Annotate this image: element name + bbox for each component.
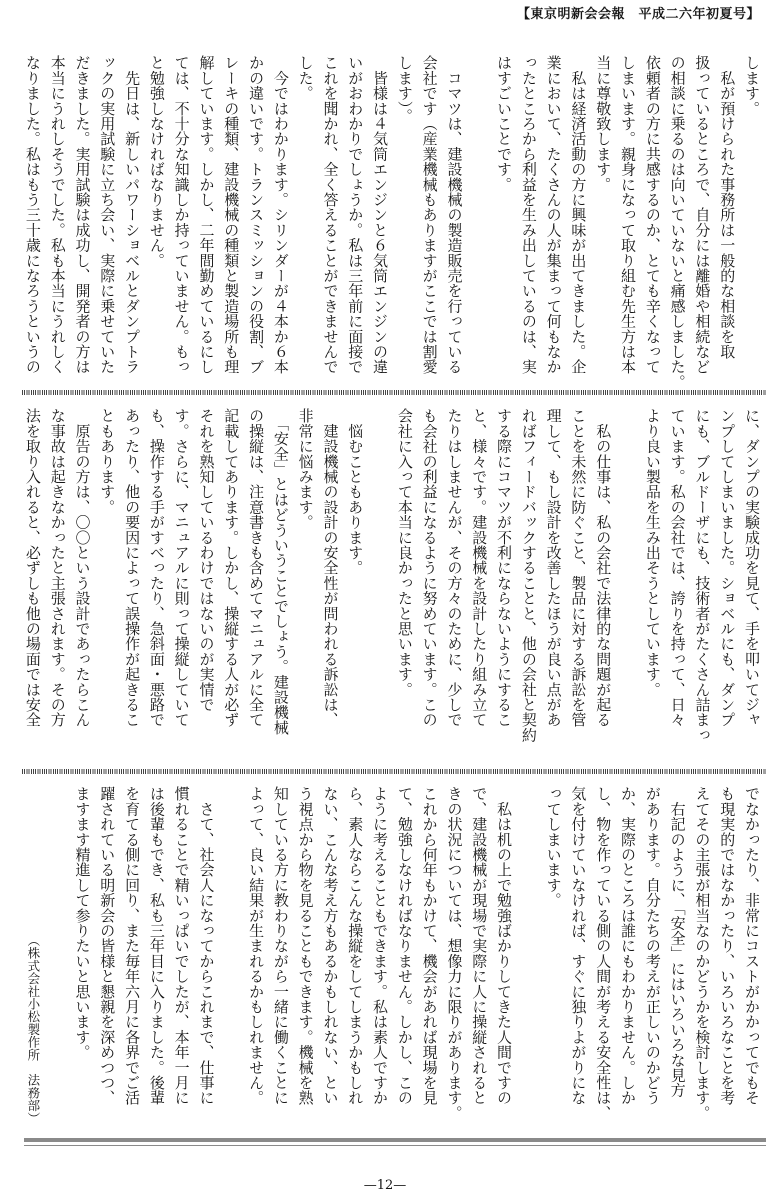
section-divider [22,769,766,774]
text-line: 解しています。しかし、二年間勤めているにし [197,55,216,375]
text-line: に、ダンプの実験成功を見て、手を叩いてジャ [743,408,761,728]
text-line: にも、ブルドーザにも、技術者がたくさん詰まっ [693,408,712,743]
text-line: の相談に乗るのは向いていないと痛感しました。 [668,55,687,390]
text-line: ています。私の会社では、誇りを持って、日々 [668,408,687,728]
text-line: 私の仕事は、私の会社で法律的な問題が起る [594,408,613,728]
text-line: ように考えることもできます。私は素人ですか [371,786,390,1106]
text-line: なりました。私はもう三十歳になろうというの [23,55,42,375]
column-spacer [45,786,70,1124]
text-line: 建設機械の設計の安全性が問われる訴訟は、 [321,408,340,728]
text-line: 皆様は４気筒エンジンと６気筒エンジンの違 [371,55,390,375]
text-line: だきました。実用試験は成功し、開発者の方は [73,55,92,375]
text-line: も現実的ではなかったり、いろいろなことを考 [718,786,737,1106]
text-line: 依頼者の方に共感するのか、とても辛くなって [643,55,662,375]
text-line: 悩むこともあります。 [346,408,365,576]
text-line: 会社に入って本当に良かったと思います。 [395,408,414,697]
column-spacer [615,408,640,746]
section-divider [22,390,766,395]
text-line: と、様々です。建設機械を設計したり組み立て [470,408,489,728]
text-line: 知している方に教わりながら一緒に働くことに [271,786,290,1106]
text-line: ら、素人ならこんな操縦をしてしまうかもしれ [346,786,365,1106]
text-line: の操縦は、注意書きも含めてマニュアルに全て [247,408,266,728]
text-line: ては、不十分な知識しか持っていません。もっ [172,55,191,375]
text-line: か、実際のところは誰にもわかりません。しか [619,786,638,1106]
footer-rule [24,1138,766,1146]
text-line: ンプしてしまいました。ショベルにも、ダンプ [718,408,737,728]
text-line: より良い製品を生み出そうとしています。 [643,408,662,697]
text-line: でなかったり、非常にコストがかかってでもそ [743,786,761,1106]
text-line: ことを未然に防ぐこと、製品に対する訴訟を管 [569,408,588,728]
text-line: 扱っているところで、自分には離婚や相続など [693,55,712,375]
text-line: な事故は起きなかったと主張されます。その方 [48,408,67,728]
text-line: ックの実用試験に立ち会い、実際に乗せていた [98,55,117,375]
text-line: 慣れることで精いっぱいでしたが、本年一月に [172,786,191,1106]
text-line: も会社の利益になるように努めています。この [420,408,439,728]
text-line: 私は机の上で勉強ばかりしてきた人間ですの [495,786,514,1106]
newsletter-header: 【東京明新会会報 平成二六年初夏号】 [516,7,760,22]
text-line: レーキの種類、建設機械の種類と製造場所も理 [222,55,241,375]
text-line: 記載してあります。しかし、操縦する人が必ず [222,408,241,728]
text-line: 会社です（産業機械もありますがここでは割愛 [420,55,439,375]
text-line: よって、良い結果が生まれるかもしれません。 [247,786,266,1106]
text-band-top [8,55,764,393]
text-line: ってしまいます。 [544,786,563,908]
text-line: する際にコマツが不利にならないようにするこ [495,408,514,728]
text-line: 理して、もし設計を改善したほうが良い点があ [544,408,563,728]
text-line: 当に尊敬致します。 [594,55,613,192]
column-spacer [367,408,392,746]
text-line: も、操作する手がすべったり、急斜面・悪路で [147,408,166,728]
text-line: 今ではわかります。シリンダーが４本か６本 [271,55,290,375]
text-line: 私は経済活動の方に興味が出てきました。企 [569,55,588,375]
text-line: きの状況については、想像力に限りがあります。 [445,786,464,1121]
text-line: ますます精進して参りたいと思います。 [73,786,92,1060]
text-line: で、建設機械が現場で実際に人に操縦されると [470,786,489,1106]
text-line: ともあります。 [98,408,117,515]
text-line: します）。 [395,55,414,124]
text-line: 業において、たくさんの人が集まって何もなか [544,55,563,375]
text-line: ったところから利益を生み出しているのは、実 [519,55,538,375]
text-line: 原告の方は、〇〇という設計であったらこん [73,408,92,728]
text-line: これから何年もかけて、機会があれば現場を見 [420,786,439,1106]
column-spacer [516,786,541,1124]
text-line: 非常に悩みます。 [296,408,315,530]
text-line: これを聞かれ、全く答えることができませんで [321,55,340,375]
text-line: は後輩もでき、私も三年目に入りました。後輩 [147,786,166,1106]
text-line: し、物を作っている側の人間が考える安全性は、 [594,786,613,1121]
text-line: を育てる側に回り、また毎年六月に各界でご活 [123,786,142,1106]
page-number: —12— [363,1178,407,1193]
text-band-middle [8,408,764,746]
text-line: 躍されている明新会の皆様と懇親を深めつつ、 [98,786,117,1106]
text-line: いがおわかりでしょうか。私は三年前に面接で [346,55,365,375]
text-line: 法を取り入れると、必ずしも他の場面では安全 [23,408,42,728]
text-line: と勉強しなければなりません。 [147,55,166,268]
text-line: ればフィードバックすることと、他の会社と契約 [519,408,538,743]
column-spacer [218,786,243,1124]
text-line: 先日は、新しいパワーショベルとダンプトラ [123,55,142,375]
text-line: す。さらに、マニュアルに則って操縦していて [172,408,191,728]
text-line: たりはしませんが、その方々のために、少しで [445,408,464,728]
text-line: て、勉強しなければなりません。しかし、この [395,786,414,1106]
text-line: があります。自分たちの考えが正しいのかどう [643,786,662,1106]
text-line: します。 [743,55,761,116]
text-line: それを熟知しているわけではないのが実情で [197,408,216,712]
text-line: あったり、他の要因によって誤操作が起きるこ [123,408,142,728]
text-line: さて、社会人になってからこれまで、仕事に [197,786,216,1106]
column-spacer [466,55,491,393]
text-line: コマツは、建設機械の製造販売を行っている [445,55,464,375]
text-line: えてその主張が相当なのかどうかを検討します。 [693,786,712,1121]
author-affiliation: （株式会社小松製作所 法務部） [25,933,41,1124]
text-line: 気を付けていなければ、すぐに独りよがりにな [569,786,588,1106]
text-line: 「安全」とはどういうことでしょう。建設機械 [271,408,290,735]
text-line: 私が預けられた事務所は一般的な相談を取 [718,55,737,359]
text-line: しまいます。親身になって取り組む先生方は本 [619,55,638,375]
text-line: ない、こんな考え方もあるかもしれない、とい [321,786,340,1106]
text-line: 本当にうれしそうでした。私も本当にうれしく [48,55,67,375]
text-line: した。 [296,55,315,101]
text-line: はすごいことです。 [495,55,514,192]
text-line: 右記のように、「安全」にはいろいろな見方 [668,786,687,1098]
text-line: う視点から物を見ることもできます。機械を熟 [296,786,315,1106]
text-band-bottom [8,786,764,1124]
text-line: かの違いです。トランスミッションの役割、ブ [247,55,266,375]
